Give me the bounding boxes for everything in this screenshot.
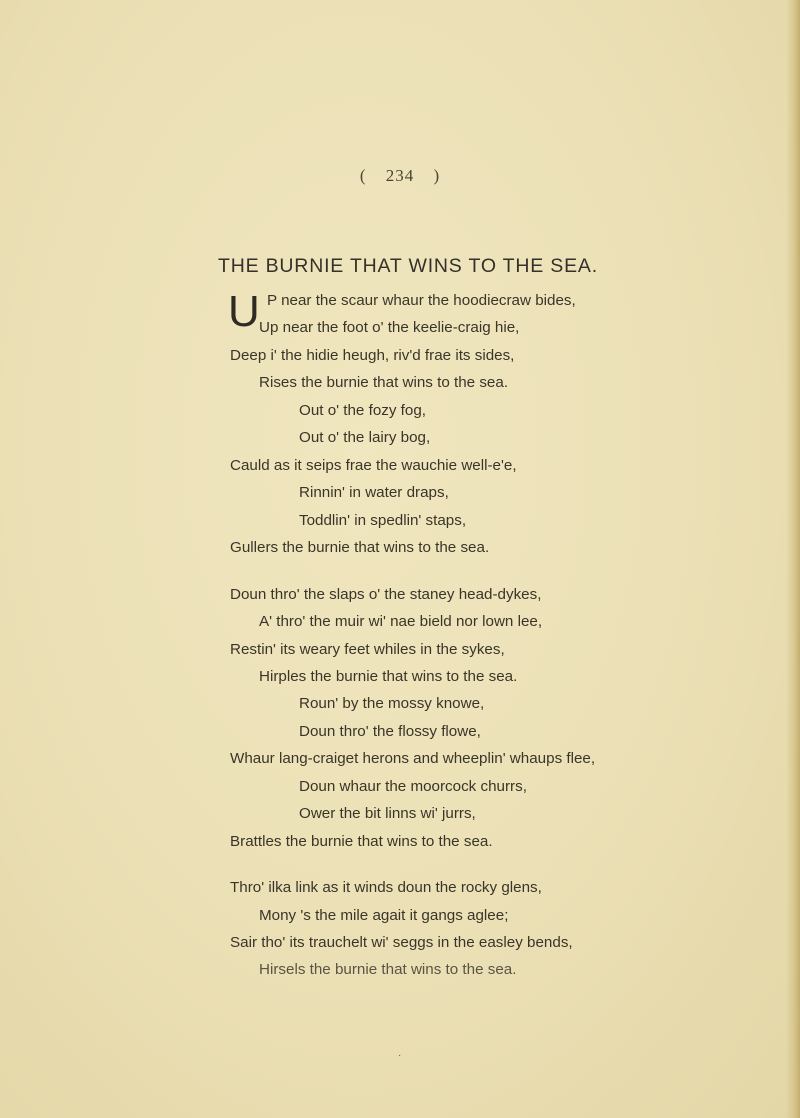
poem-line: Out o' the fozy fog, bbox=[299, 402, 427, 419]
page-number-value: 234 bbox=[385, 166, 415, 185]
poem-line: Sair tho' its trauchelt wi' seggs in the easley bends, bbox=[230, 934, 573, 951]
poem-line: Roun' by the mossy knowe, bbox=[299, 695, 485, 712]
poem-line: Hirples the burnie that wins to the sea. bbox=[259, 668, 518, 685]
drop-cap: U bbox=[228, 287, 260, 336]
poem-line: Out o' the lairy bog, bbox=[299, 429, 431, 446]
poem-line: Toddlin' in spedlin' staps, bbox=[299, 512, 467, 529]
page-number-close: ) bbox=[433, 166, 441, 185]
poem-line: Ower the bit linns wi' jurrs, bbox=[299, 805, 476, 822]
poem-title: THE BURNIE THAT WINS TO THE SEA. bbox=[218, 255, 598, 277]
poem-line: Mony 's the mile agait it gangs aglee; bbox=[259, 907, 509, 924]
poem-line: Deep i' the hidie heugh, riv'd frae its sides, bbox=[230, 347, 515, 364]
poem-line: Whaur lang-craiget herons and wheeplin' whaups flee, bbox=[230, 750, 596, 767]
poem-line: Rises the burnie that wins to the sea. bbox=[259, 374, 509, 391]
poem-line: Hirsels the burnie that wins to the sea. bbox=[259, 961, 517, 978]
poem-line: Doun thro' the flossy flowe, bbox=[299, 723, 481, 740]
poem-line: Cauld as it seips frae the wauchie well-e'e, bbox=[230, 457, 517, 474]
page-speck: · bbox=[398, 1050, 402, 1061]
page-number bbox=[0, 166, 800, 186]
poem-line: Brattles the burnie that wins to the sea. bbox=[230, 833, 493, 850]
poem-line: Doun whaur the moorcock churrs, bbox=[299, 778, 527, 795]
poem-line: P near the scaur whaur the hoodiecraw bides, bbox=[267, 292, 576, 309]
poem-line: Doun thro' the slaps o' the staney head-dykes, bbox=[230, 586, 542, 603]
poem-line: Thro' ilka link as it winds doun the rocky glens, bbox=[230, 879, 542, 896]
poem-line: Gullers the burnie that wins to the sea. bbox=[230, 539, 490, 556]
page-number-open: ( bbox=[359, 166, 367, 185]
poem-line: Up near the foot o' the keelie-craig hie, bbox=[259, 319, 520, 336]
poem-line: Restin' its weary feet whiles in the sykes, bbox=[230, 641, 505, 658]
poem-line: Rinnin' in water draps, bbox=[299, 484, 449, 501]
poem-line: A' thro' the muir wi' nae bield nor lown lee, bbox=[259, 613, 543, 630]
